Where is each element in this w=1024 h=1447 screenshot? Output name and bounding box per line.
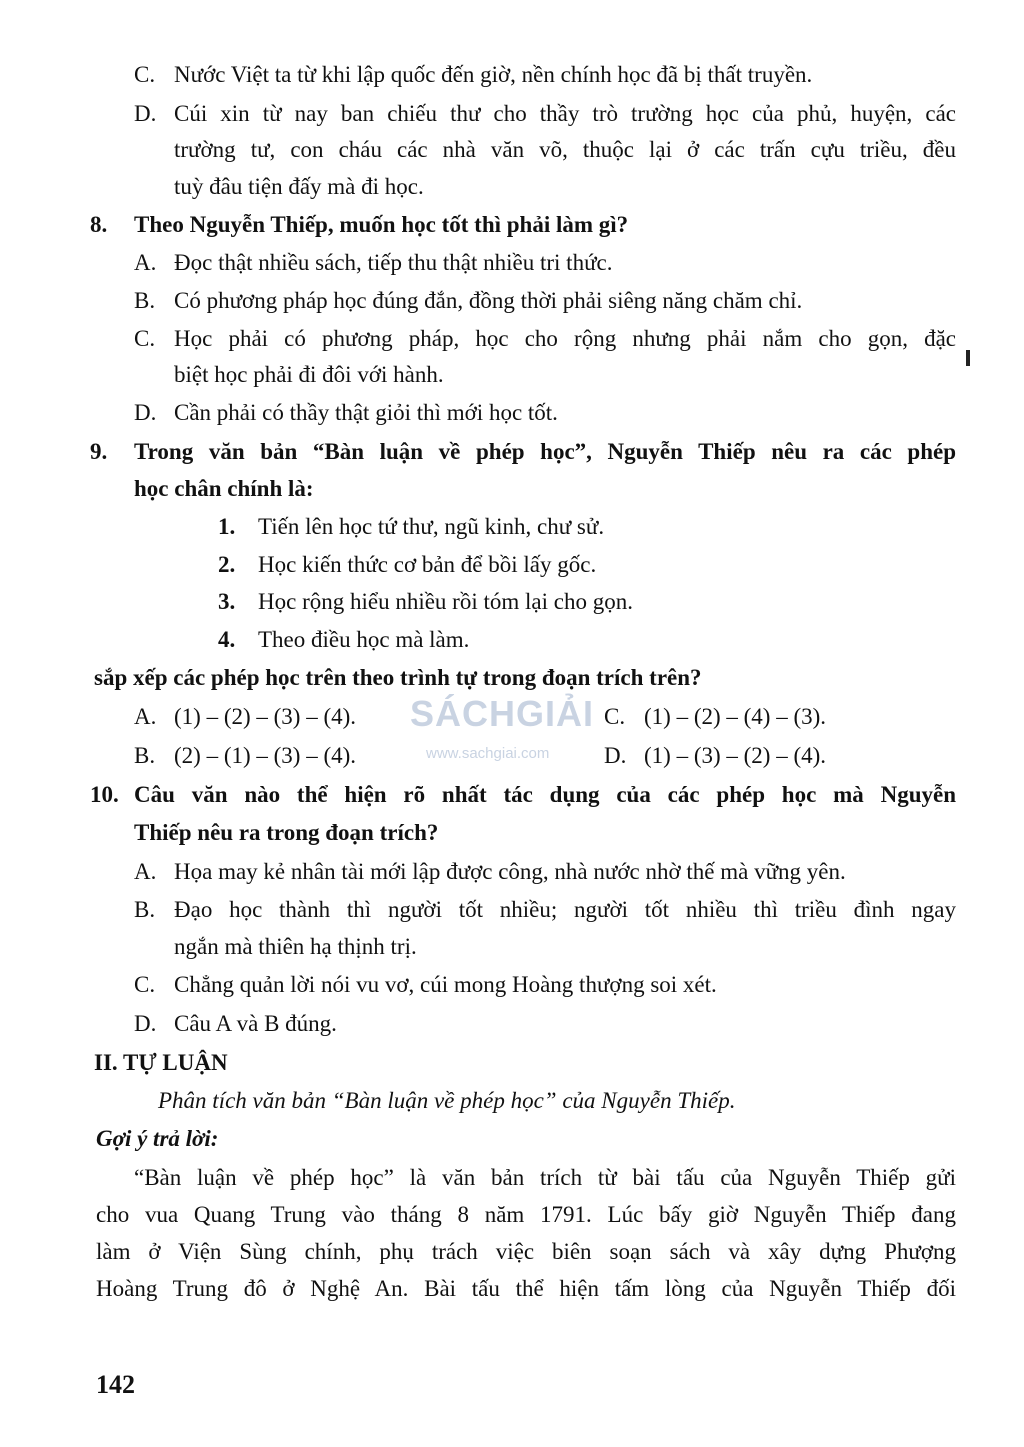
watermark bbox=[410, 693, 630, 773]
item-number: 1. bbox=[218, 514, 236, 539]
option-letter: A. bbox=[134, 704, 157, 729]
q8-question bbox=[90, 210, 628, 240]
q10-option-a bbox=[134, 857, 846, 887]
q9-item-1 bbox=[218, 512, 604, 542]
q9-prompt bbox=[94, 663, 702, 693]
option-letter: D. bbox=[134, 400, 157, 425]
option-letter: A. bbox=[134, 250, 157, 275]
option-text: trường tư, con cháu các nhà văn võ, thuộc lại ở các trấn cựu triều, đều bbox=[174, 137, 956, 162]
question-number: 10. bbox=[90, 782, 119, 807]
paragraph-text: cho vua Quang Trung vào tháng 8 năm 1791. Lúc bấy giờ Nguyễn Thiếp đang bbox=[96, 1202, 956, 1227]
q8-option-b bbox=[134, 286, 802, 316]
hint-label bbox=[96, 1124, 218, 1154]
q10-question-line2 bbox=[134, 818, 438, 848]
option-letter: B. bbox=[134, 897, 156, 922]
option-letter: B. bbox=[134, 288, 156, 313]
q10-option-b-line2 bbox=[174, 932, 417, 962]
option-text: Có phương pháp học đúng đắn, đồng thời phải siêng năng chăm chỉ. bbox=[174, 288, 803, 313]
paragraph-text: Hoàng Trung đô ở Nghệ An. Bài tấu thể hiện tấm lòng của Nguyễn Thiếp đối bbox=[96, 1276, 956, 1301]
item-number: 4. bbox=[218, 627, 236, 652]
item-text: Theo điều học mà làm. bbox=[258, 627, 470, 652]
q10-option-b-line1 bbox=[134, 895, 956, 925]
option-letter: B. bbox=[134, 743, 156, 768]
question-text: Thiếp nêu ra trong đoạn trích? bbox=[134, 820, 439, 845]
option-text: (1) – (2) – (3) – (4). bbox=[174, 704, 357, 729]
option-text: Học phải có phương pháp, học cho rộng nhưng phải nắm cho gọn, đặc bbox=[174, 326, 956, 351]
section-heading-text: II. TỰ LUẬN bbox=[94, 1050, 228, 1075]
option-text: (2) – (1) – (3) – (4). bbox=[174, 743, 357, 768]
page-number: 142 bbox=[96, 1370, 135, 1399]
section-heading bbox=[94, 1048, 228, 1078]
q9-option-b bbox=[134, 741, 356, 771]
question-number: 9. bbox=[90, 439, 108, 464]
answer-paragraph-line3 bbox=[96, 1237, 956, 1267]
option-letter: A. bbox=[134, 859, 157, 884]
q7-option-c bbox=[134, 60, 812, 90]
q10-question-line1 bbox=[90, 780, 956, 810]
answer-paragraph-line4 bbox=[96, 1274, 956, 1304]
option-text: Nước Việt ta từ khi lập quốc đến giờ, nền chính học đã bị thất truyền. bbox=[174, 62, 813, 87]
q8-option-c-line2 bbox=[174, 360, 444, 390]
option-text: Câu A và B đúng. bbox=[174, 1011, 337, 1036]
q9-item-3 bbox=[218, 587, 633, 617]
question-text: Câu văn nào thể hiện rõ nhất tác dụng của các phép học mà Nguyễn bbox=[134, 782, 956, 807]
item-text: Tiến lên học tứ thư, ngũ kinh, chư sử. bbox=[258, 514, 605, 539]
item-text: Học rộng hiểu nhiều rồi tóm lại cho gọn. bbox=[258, 589, 633, 614]
q8-option-a bbox=[134, 248, 613, 278]
option-letter: C. bbox=[604, 704, 626, 729]
paragraph-text: “Bàn luận về phép học” là văn bản trích từ bài tấu của Nguyễn Thiếp gửi bbox=[134, 1165, 956, 1190]
option-text: Chẳng quản lời nói vu vơ, cúi mong Hoàng thượng soi xét. bbox=[174, 972, 717, 997]
q10-option-d bbox=[134, 1009, 337, 1039]
option-text: ngắn mà thiên hạ thịnh trị. bbox=[174, 934, 417, 959]
option-letter: D. bbox=[134, 1011, 157, 1036]
scan-mark bbox=[966, 350, 970, 366]
q7-option-d-line1 bbox=[134, 99, 956, 129]
option-letter: C. bbox=[134, 62, 156, 87]
q9-option-c bbox=[604, 702, 826, 732]
option-text: Họa may kẻ nhân tài mới lập được công, nhà nước nhờ thế mà vững yên. bbox=[174, 859, 846, 884]
essay-task bbox=[158, 1086, 735, 1116]
q9-option-d bbox=[604, 741, 826, 771]
option-text: biệt học phải đi đôi với hành. bbox=[174, 362, 444, 387]
option-text: Cần phải có thầy thật giỏi thì mới học tốt. bbox=[174, 400, 558, 425]
paragraph-text: làm ở Viện Sùng chính, phụ trách việc biên soạn sách và xây dựng Phượng bbox=[96, 1239, 956, 1264]
option-letter: D. bbox=[134, 101, 157, 126]
q9-item-4 bbox=[218, 625, 469, 655]
option-letter: D. bbox=[604, 743, 627, 768]
item-number: 2. bbox=[218, 552, 236, 577]
item-number: 3. bbox=[218, 589, 236, 614]
question-number: 8. bbox=[90, 212, 108, 237]
option-text: Đạo học thành thì người tốt nhiều; người tốt nhiều thì triều đình ngay bbox=[174, 897, 956, 922]
answer-paragraph-line2 bbox=[96, 1200, 956, 1230]
option-text: (1) – (3) – (2) – (4). bbox=[644, 743, 827, 768]
q9-question-line1 bbox=[90, 437, 956, 467]
option-text: Đọc thật nhiều sách, tiếp thu thật nhiều tri thức. bbox=[174, 250, 613, 275]
item-text: Học kiến thức cơ bản để bồi lấy gốc. bbox=[258, 552, 597, 577]
option-text: (1) – (2) – (4) – (3). bbox=[644, 704, 827, 729]
essay-task-text: Phân tích văn bản “Bàn luận về phép học” của Nguyễn Thiếp. bbox=[158, 1088, 736, 1113]
q8-option-d bbox=[134, 398, 558, 428]
watermark-url: www.sachgiai.com bbox=[426, 745, 550, 762]
watermark-logo: SÁCHGIẢI bbox=[410, 693, 595, 734]
q10-option-c bbox=[134, 970, 717, 1000]
q9-question-line2 bbox=[134, 474, 314, 504]
option-text: Cúi xin từ nay ban chiếu thư cho thầy trò trường học của phủ, huyện, các bbox=[174, 101, 956, 126]
question-text: học chân chính là: bbox=[134, 476, 314, 501]
q9-item-2 bbox=[218, 550, 596, 580]
option-letter: C. bbox=[134, 326, 156, 351]
answer-paragraph-line1 bbox=[134, 1163, 956, 1193]
question-text: Trong văn bản “Bàn luận về phép học”, Nguyễn Thiếp nêu ra các phép bbox=[134, 439, 956, 464]
hint-label-text: Gợi ý trả lời: bbox=[96, 1126, 219, 1151]
question-text: Theo Nguyễn Thiếp, muốn học tốt thì phải làm gì? bbox=[134, 212, 629, 237]
option-letter: C. bbox=[134, 972, 156, 997]
q8-option-c-line1 bbox=[134, 324, 956, 354]
q9-option-a bbox=[134, 702, 356, 732]
option-text: tuỳ đâu tiện đấy mà đi học. bbox=[174, 174, 424, 199]
q7-option-d-line2 bbox=[174, 135, 956, 165]
prompt-text: sắp xếp các phép học trên theo trình tự trong đoạn trích trên? bbox=[94, 665, 702, 690]
q7-option-d-line3 bbox=[174, 172, 424, 202]
